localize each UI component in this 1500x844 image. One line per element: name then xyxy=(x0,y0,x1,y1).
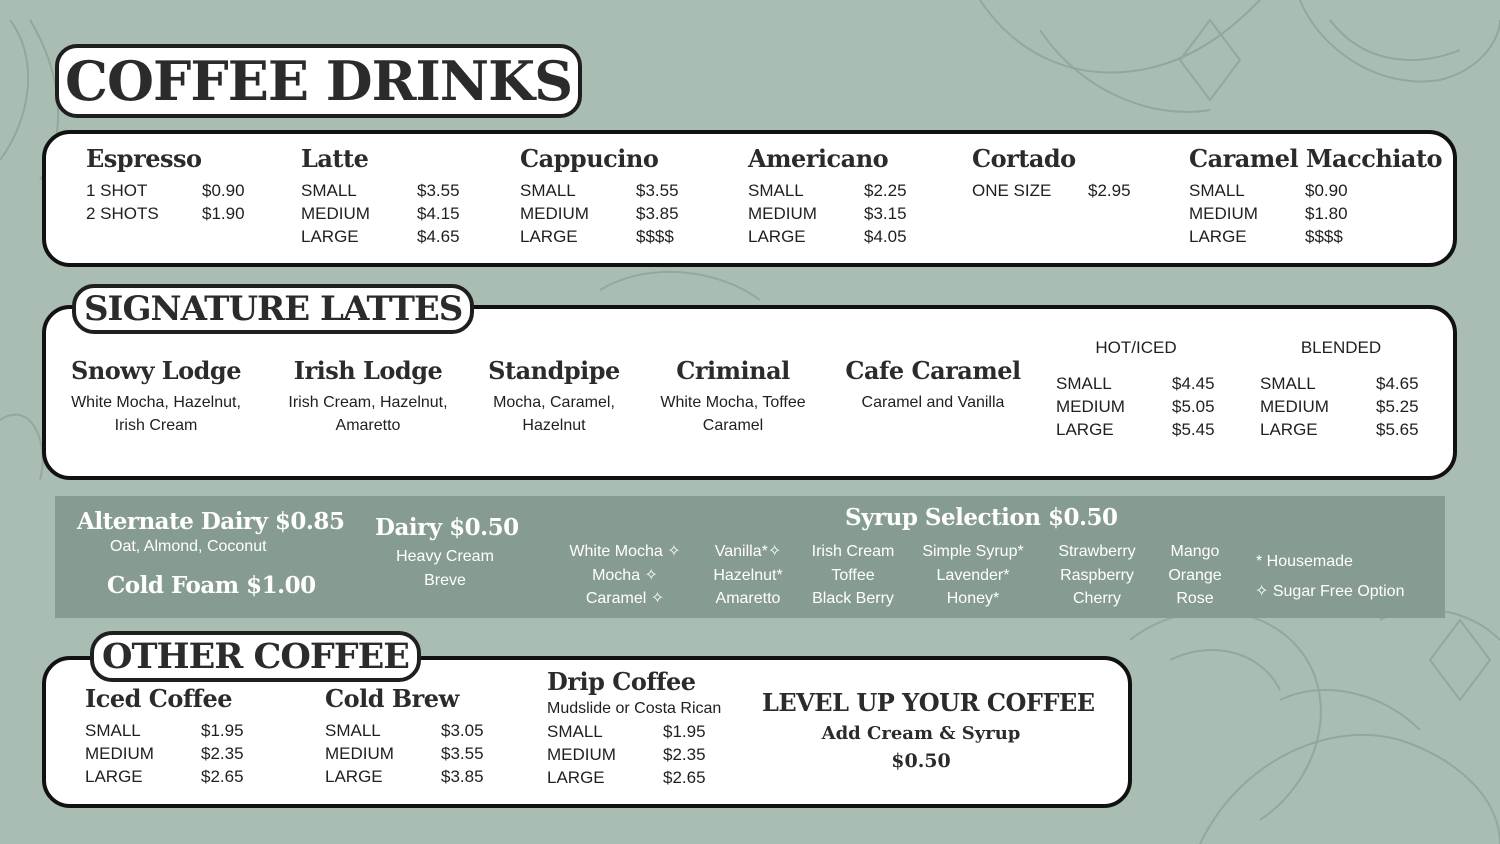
item-name: Standpipe xyxy=(488,356,620,385)
other-coffee-title: OTHER COFFEE xyxy=(90,631,421,682)
level-up-title: LEVEL UP YOUR COFFEE xyxy=(762,688,1095,717)
price-row: SMALL $2.25 xyxy=(748,181,907,200)
item-name: Cafe Caramel xyxy=(845,356,1021,385)
syrup-column: Vanilla*✧ Hazelnut* Amaretto xyxy=(713,543,783,607)
signature-prices-blended xyxy=(1260,338,1422,441)
price-row: MEDIUM $2.35 xyxy=(85,744,244,763)
level-up-subtitle: Add Cream & Syrup xyxy=(821,723,1021,744)
coffee-drinks-title: COFFEE DRINKS xyxy=(55,44,582,118)
price-row: SMALL $1.95 xyxy=(85,721,244,740)
legend-housemade: * Housemade xyxy=(1256,553,1353,570)
price-row: 1 SHOT $0.90 xyxy=(86,181,245,200)
alternate-dairy-title: Alternate Dairy $0.85 xyxy=(77,508,345,535)
coffee-item-latte xyxy=(301,144,460,248)
signature-item-irish-lodge xyxy=(270,356,466,437)
item-name: Iced Coffee xyxy=(85,684,233,713)
price-row: LARGE $4.05 xyxy=(748,227,907,246)
level-up-price: $0.50 xyxy=(891,750,951,772)
price-row: SMALL $3.55 xyxy=(520,181,679,200)
price-row: SMALL $0.90 xyxy=(1189,181,1348,200)
coffee-item-cappucino xyxy=(520,144,679,248)
item-name: Irish Lodge xyxy=(293,356,443,385)
other-item-iced-coffee xyxy=(85,684,244,788)
signature-item-standpipe xyxy=(476,356,632,437)
price-row: SMALL $4.45 xyxy=(1056,374,1215,393)
price-row: LARGE $$$$ xyxy=(1189,227,1343,246)
price-row: MEDIUM $2.35 xyxy=(547,745,706,764)
item-name: Cappucino xyxy=(520,144,659,173)
item-description: Caramel and Vanilla xyxy=(861,394,1005,411)
item-description: Irish Cream, Hazelnut, Amaretto xyxy=(288,394,448,434)
cold-foam-title: Cold Foam $1.00 xyxy=(107,572,316,599)
level-up-promo xyxy=(762,688,1095,772)
coffee-item-espresso xyxy=(86,144,245,225)
item-name: Espresso xyxy=(86,144,202,173)
item-name: Cortado xyxy=(972,144,1076,173)
item-subtitle: Mudslide or Costa Rican xyxy=(547,700,722,717)
price-row: MEDIUM $5.25 xyxy=(1260,397,1419,416)
price-row: LARGE $2.65 xyxy=(547,768,706,787)
price-row: SMALL $1.95 xyxy=(547,722,706,741)
coffee-item-cortado xyxy=(972,144,1131,202)
signature-item-snowy-lodge xyxy=(56,356,256,437)
syrup-column: Irish Cream Toffee Black Berry xyxy=(811,543,895,607)
signature-prices-hot-iced xyxy=(1056,338,1216,441)
item-name: Snowy Lodge xyxy=(71,356,241,385)
price-row: SMALL $3.05 xyxy=(325,721,484,740)
price-row: ONE SIZE $2.95 xyxy=(972,181,1131,200)
price-row: MEDIUM $3.55 xyxy=(325,744,484,763)
syrup-column: Strawberry Raspberry Cherry xyxy=(1058,543,1136,607)
price-row: SMALL $3.55 xyxy=(301,181,460,200)
signature-lattes-title: SIGNATURE LATTES xyxy=(72,284,474,334)
syrup-selection-title: Syrup Selection $0.50 xyxy=(845,504,1118,531)
price-row: MEDIUM $3.15 xyxy=(748,204,907,223)
syrup-column: White Mocha ✧ Mocha ✧ Caramel ✧ xyxy=(569,543,681,607)
price-row: LARGE $3.85 xyxy=(325,767,484,786)
hot-iced-header: HOT/ICED xyxy=(1095,338,1177,357)
blended-header: BLENDED xyxy=(1300,338,1382,357)
item-name: Caramel Macchiato xyxy=(1189,144,1443,173)
dairy-options: Heavy Cream Breve xyxy=(396,548,494,589)
legend-sugar-free: ✧ Sugar Free Option xyxy=(1255,583,1405,600)
price-row: MEDIUM $1.80 xyxy=(1189,204,1348,223)
price-row: MEDIUM $5.05 xyxy=(1056,397,1215,416)
price-row: 2 SHOTS $1.90 xyxy=(86,204,245,223)
signature-item-cafe-caramel xyxy=(838,356,1028,414)
syrup-column: Simple Syrup* Lavender* Honey* xyxy=(922,543,1024,607)
item-name: Criminal xyxy=(676,356,790,385)
price-row: MEDIUM $3.85 xyxy=(520,204,679,223)
price-row: MEDIUM $4.15 xyxy=(301,204,460,223)
addons-band xyxy=(55,496,1445,618)
coffee-item-americano xyxy=(748,144,907,248)
alternate-dairy-options: Oat, Almond, Coconut xyxy=(110,538,267,555)
signature-item-criminal xyxy=(640,356,826,437)
item-name: Drip Coffee xyxy=(547,667,696,696)
price-row: SMALL $4.65 xyxy=(1260,374,1419,393)
item-name: Americano xyxy=(748,144,889,173)
other-item-cold-brew xyxy=(325,684,484,788)
item-description: White Mocha, Hazelnut, Irish Cream xyxy=(71,394,241,434)
syrup-column: Mango Orange Rose xyxy=(1168,543,1222,607)
item-name: Latte xyxy=(301,144,369,173)
item-description: White Mocha, Toffee Caramel xyxy=(660,394,806,434)
price-row: LARGE $$$$ xyxy=(520,227,674,246)
item-name: Cold Brew xyxy=(325,684,459,713)
dairy-title: Dairy $0.50 xyxy=(375,514,519,541)
item-description: Mocha, Caramel, Hazelnut xyxy=(493,394,615,434)
price-row: LARGE $4.65 xyxy=(301,227,460,246)
coffee-item-caramel-macchiato xyxy=(1189,144,1442,248)
price-row: LARGE $5.45 xyxy=(1056,420,1215,439)
price-row: LARGE $2.65 xyxy=(85,767,244,786)
other-item-drip-coffee xyxy=(547,667,721,789)
price-row: LARGE $5.65 xyxy=(1260,420,1419,439)
